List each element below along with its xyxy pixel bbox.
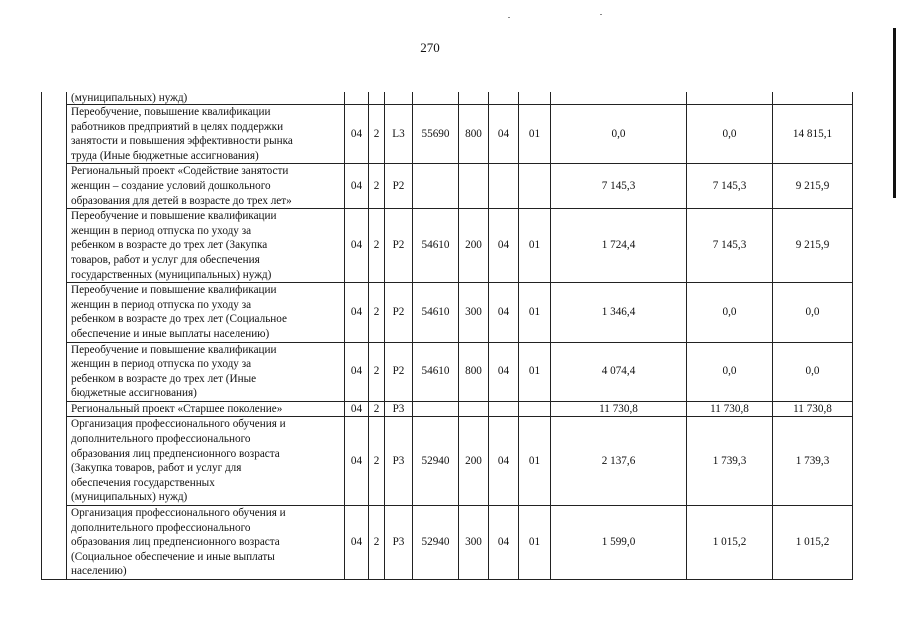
code-cell-c7: 01 bbox=[519, 417, 551, 506]
amount-cell-v2: 0,0 bbox=[687, 342, 773, 401]
description-cell bbox=[67, 342, 345, 401]
row-index-cell bbox=[42, 283, 67, 342]
code-cell-c5: 300 bbox=[459, 283, 489, 342]
description-line: дополнительного профессионального bbox=[71, 521, 251, 534]
code-cell-c7: 01 bbox=[519, 105, 551, 164]
code-cell-c5: 200 bbox=[459, 209, 489, 283]
code-cell-c2: 2 bbox=[369, 283, 385, 342]
code-cell-c4: 52940 bbox=[413, 417, 459, 506]
code-cell-c2: 2 bbox=[369, 401, 385, 417]
code-cell-c6: 04 bbox=[489, 283, 519, 342]
description-line: Переобучение и повышение квалификации bbox=[71, 284, 277, 297]
amount-cell-v3: 1 739,3 bbox=[773, 417, 853, 506]
code-cell-c2: 2 bbox=[369, 342, 385, 401]
code-cell-c4: 54610 bbox=[413, 283, 459, 342]
amount-cell-v2: 0,0 bbox=[687, 105, 773, 164]
amount-cell-v1: 0,0 bbox=[551, 105, 687, 164]
description-line: Переобучение и повышение квалификации bbox=[71, 343, 277, 356]
description-line: дополнительного профессионального bbox=[71, 433, 251, 446]
code-cell-c3: P3 bbox=[385, 401, 413, 417]
description-line: государственных (муниципальных) нужд) bbox=[71, 268, 272, 281]
amount-cell-v3: 11 730,8 bbox=[773, 401, 853, 417]
amount-cell-v1: 2 137,6 bbox=[551, 417, 687, 506]
amount-cell-v3: 0,0 bbox=[773, 342, 853, 401]
code-cell-c3 bbox=[385, 92, 413, 105]
description-line: обеспечения государственных bbox=[71, 476, 215, 489]
description-line: населению) bbox=[71, 565, 127, 578]
description-line: товаров, работ и услуг для обеспечения bbox=[71, 253, 260, 266]
row-index-cell bbox=[42, 209, 67, 283]
code-cell-c1: 04 bbox=[345, 209, 369, 283]
row-index-cell bbox=[42, 401, 67, 417]
description-line: ребенком в возрасте до трех лет (Иные bbox=[71, 372, 257, 385]
table-row bbox=[42, 506, 853, 580]
amount-cell-v3: 9 215,9 bbox=[773, 209, 853, 283]
description-line: Региональный проект «Содействие занятости bbox=[71, 165, 289, 178]
description-line: женщин в период отпуска по уходу за bbox=[71, 298, 252, 311]
description-line: (муниципальных) нужд) bbox=[71, 491, 188, 504]
amount-cell-v1: 1 346,4 bbox=[551, 283, 687, 342]
row-index-cell bbox=[42, 92, 67, 105]
amount-cell-v1: 1 724,4 bbox=[551, 209, 687, 283]
code-cell-c1: 04 bbox=[345, 105, 369, 164]
code-cell-c6 bbox=[489, 401, 519, 417]
description-line: Переобучение, повышение квалификации bbox=[71, 106, 271, 118]
table-row bbox=[42, 105, 853, 164]
description-line: работников предприятий в целях поддержки bbox=[71, 120, 284, 133]
code-cell-c3: P2 bbox=[385, 283, 413, 342]
description-line: образования для детей в возрасте до трех лет» bbox=[71, 194, 292, 207]
description-cell bbox=[67, 209, 345, 283]
code-cell-c5: 800 bbox=[459, 342, 489, 401]
code-cell-c2: 2 bbox=[369, 164, 385, 209]
code-cell-c4 bbox=[413, 401, 459, 417]
code-cell-c2: 2 bbox=[369, 209, 385, 283]
code-cell-c7: 01 bbox=[519, 506, 551, 580]
code-cell-c7 bbox=[519, 164, 551, 209]
description-cell bbox=[67, 417, 345, 506]
amount-cell-v3: 14 815,1 bbox=[773, 105, 853, 164]
code-cell-c6: 04 bbox=[489, 417, 519, 506]
description-line: труда (Иные бюджетные ассигнования) bbox=[71, 149, 259, 162]
code-cell-c3: P3 bbox=[385, 506, 413, 580]
amount-cell-v2: 7 145,3 bbox=[687, 209, 773, 283]
amount-cell-v1 bbox=[551, 92, 687, 105]
description-line: Переобучение и повышение квалификации bbox=[71, 210, 277, 223]
amount-cell-v3: 0,0 bbox=[773, 283, 853, 342]
code-cell-c5: 800 bbox=[459, 105, 489, 164]
code-cell-c1: 04 bbox=[345, 164, 369, 209]
description-cell bbox=[67, 506, 345, 580]
code-cell-c2: 2 bbox=[369, 506, 385, 580]
description-line: женщин в период отпуска по уходу за bbox=[71, 224, 252, 237]
row-index-cell bbox=[42, 417, 67, 506]
table-row bbox=[42, 401, 853, 417]
description-line: женщин – создание условий дошкольного bbox=[71, 179, 271, 192]
code-cell-c5 bbox=[459, 401, 489, 417]
description-line: ребенком в возрасте до трех лет (Закупка bbox=[71, 239, 268, 252]
code-cell-c3: P3 bbox=[385, 417, 413, 506]
code-cell-c3: L3 bbox=[385, 105, 413, 164]
code-cell-c2 bbox=[369, 92, 385, 105]
description-line: (Закупка товаров, работ и услуг для bbox=[71, 462, 242, 475]
description-line: женщин в период отпуска по уходу за bbox=[71, 358, 252, 371]
description-line: (Социальное обеспечение и иные выплаты bbox=[71, 550, 275, 563]
description-cell bbox=[67, 401, 345, 417]
code-cell-c7 bbox=[519, 92, 551, 105]
page-number: 270 bbox=[420, 40, 440, 55]
description-cell bbox=[67, 92, 345, 105]
amount-cell-v2: 7 145,3 bbox=[687, 164, 773, 209]
description-line: (муниципальных) нужд) bbox=[71, 92, 188, 104]
code-cell-c5 bbox=[459, 92, 489, 105]
code-cell-c7: 01 bbox=[519, 283, 551, 342]
table-row bbox=[42, 164, 853, 209]
code-cell-c1 bbox=[345, 92, 369, 105]
code-cell-c2: 2 bbox=[369, 417, 385, 506]
code-cell-c2: 2 bbox=[369, 105, 385, 164]
scan-dot bbox=[600, 14, 602, 15]
code-cell-c1: 04 bbox=[345, 283, 369, 342]
table-row bbox=[42, 92, 853, 105]
code-cell-c5: 300 bbox=[459, 506, 489, 580]
amount-cell-v1: 11 730,8 bbox=[551, 401, 687, 417]
description-cell bbox=[67, 105, 345, 164]
amount-cell-v2: 0,0 bbox=[687, 283, 773, 342]
code-cell-c1: 04 bbox=[345, 506, 369, 580]
code-cell-c6: 04 bbox=[489, 105, 519, 164]
description-line: Региональный проект «Старшее поколение» bbox=[71, 402, 283, 415]
amount-cell-v3: 9 215,9 bbox=[773, 164, 853, 209]
code-cell-c4 bbox=[413, 92, 459, 105]
code-cell-c5 bbox=[459, 164, 489, 209]
amount-cell-v3: 1 015,2 bbox=[773, 506, 853, 580]
description-line: занятости и повышения эффективности рынка bbox=[71, 135, 293, 148]
code-cell-c1: 04 bbox=[345, 401, 369, 417]
code-cell-c3: P2 bbox=[385, 164, 413, 209]
amount-cell-v1: 4 074,4 bbox=[551, 342, 687, 401]
description-line: Организация профессионального обучения и bbox=[71, 507, 286, 520]
description-line: Организация профессионального обучения и bbox=[71, 418, 286, 431]
code-cell-c6: 04 bbox=[489, 506, 519, 580]
amount-cell-v2: 11 730,8 bbox=[687, 401, 773, 417]
code-cell-c4: 54610 bbox=[413, 209, 459, 283]
table-row bbox=[42, 417, 853, 506]
code-cell-c7: 01 bbox=[519, 209, 551, 283]
code-cell-c1: 04 bbox=[345, 342, 369, 401]
code-cell-c6 bbox=[489, 164, 519, 209]
code-cell-c3: P2 bbox=[385, 342, 413, 401]
description-line: бюджетные ассигнования) bbox=[71, 387, 197, 400]
code-cell-c7 bbox=[519, 401, 551, 417]
row-index-cell bbox=[42, 342, 67, 401]
row-index-cell bbox=[42, 105, 67, 164]
scan-edge-mark bbox=[893, 28, 896, 198]
code-cell-c4: 55690 bbox=[413, 105, 459, 164]
description-line: образования лиц предпенсионного возраста bbox=[71, 447, 280, 460]
code-cell-c5: 200 bbox=[459, 417, 489, 506]
budget-table bbox=[41, 92, 853, 580]
description-cell bbox=[67, 283, 345, 342]
description-cell bbox=[67, 164, 345, 209]
table-row bbox=[42, 342, 853, 401]
code-cell-c3: P2 bbox=[385, 209, 413, 283]
description-line: ребенком в возрасте до трех лет (Социальное bbox=[71, 313, 287, 326]
code-cell-c4: 54610 bbox=[413, 342, 459, 401]
code-cell-c6: 04 bbox=[489, 209, 519, 283]
row-index-cell bbox=[42, 164, 67, 209]
table-row bbox=[42, 283, 853, 342]
code-cell-c1: 04 bbox=[345, 417, 369, 506]
description-line: образования лиц предпенсионного возраста bbox=[71, 536, 280, 549]
code-cell-c6 bbox=[489, 92, 519, 105]
amount-cell-v2 bbox=[687, 92, 773, 105]
amount-cell-v1: 7 145,3 bbox=[551, 164, 687, 209]
amount-cell-v3 bbox=[773, 92, 853, 105]
code-cell-c4: 52940 bbox=[413, 506, 459, 580]
code-cell-c6: 04 bbox=[489, 342, 519, 401]
amount-cell-v1: 1 599,0 bbox=[551, 506, 687, 580]
code-cell-c7: 01 bbox=[519, 342, 551, 401]
row-index-cell bbox=[42, 506, 67, 580]
amount-cell-v2: 1 015,2 bbox=[687, 506, 773, 580]
table-row bbox=[42, 209, 853, 283]
code-cell-c4 bbox=[413, 164, 459, 209]
amount-cell-v2: 1 739,3 bbox=[687, 417, 773, 506]
description-line: обеспечение и иные выплаты населению) bbox=[71, 327, 270, 340]
scan-dot bbox=[508, 17, 510, 18]
